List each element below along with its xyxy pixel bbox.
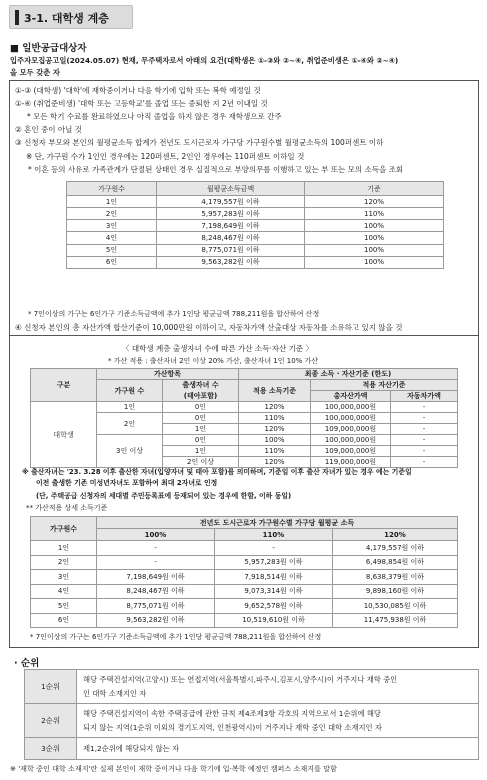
birth-cell: 100,000,000원 bbox=[311, 402, 391, 413]
rank-footnote: ※ '재학 중인 대학 소재지'란 실제 본인이 재학 중이거나 다음 학기에 입·복학 예정인 캠퍼스 소재지를 말함 bbox=[10, 764, 337, 773]
table-row bbox=[67, 220, 444, 232]
income-cell: 100% bbox=[305, 232, 444, 244]
birth-cell: 1인 bbox=[163, 446, 239, 457]
birth-cell: 0인 bbox=[163, 435, 239, 446]
income-cell: 8,248,467원 이하 bbox=[157, 232, 305, 244]
section-title: 3-1. 대학생 계층 bbox=[24, 12, 109, 25]
birth-cell: 110% bbox=[239, 446, 311, 457]
intro-line-2: 을 모두 갖춘 자 bbox=[10, 68, 60, 77]
income-cell: 100% bbox=[305, 220, 444, 232]
income-cell: 4인 bbox=[67, 232, 157, 244]
birth-members-cell: 1인 bbox=[97, 402, 163, 413]
req-2-note: * 모든 학기 수료를 완료하였으나 아직 졸업을 하지 않은 경우 재학생으로 간주 bbox=[27, 112, 282, 121]
section-header bbox=[9, 5, 133, 29]
income-cell: 4,179,557원 이하 bbox=[157, 196, 305, 208]
income-header-standard: 기준 bbox=[305, 182, 444, 196]
detail-cell: 7,198,649원 이하 bbox=[97, 570, 215, 585]
table-row bbox=[25, 670, 479, 704]
birth-header-members: 가구원 수 bbox=[97, 380, 163, 402]
req-3: ② 혼인 중이 아닐 것 bbox=[15, 125, 82, 134]
rank-desc-line: 해당 주택건설지역이 속한 주택공급에 관한 규칙 제4조제3항 각호의 지역으로서 1순위에 해당 bbox=[83, 708, 381, 718]
birth-note-1: ※ 출산자녀는 '23. 3.28 이후 출산한 자녀(입양자녀 및 태아 포함)를 의미하며, 기준일 이후 출산 자녀가 있는 경우 에는 기준일 bbox=[22, 468, 412, 476]
table-row bbox=[67, 256, 444, 268]
birth-header-asset: 적용 자산기준 bbox=[311, 380, 458, 391]
general-title: ■ 일반공급대상자 bbox=[10, 43, 87, 54]
birth-cell: - bbox=[391, 402, 458, 413]
rank-desc-line: 해당 주택건설지역(고양시) 또는 연접지역(서울특별시,파주시,김포시,양주시)이 거주지나 재학 중인 bbox=[83, 674, 398, 684]
birth-cell: 109,000,000원 bbox=[311, 424, 391, 435]
income-cell: 6인 bbox=[67, 256, 157, 268]
rank-label: 2순위 bbox=[25, 704, 77, 738]
detail-cell: 4,179,557원 이하 bbox=[333, 541, 458, 556]
birth-cell: 0인 bbox=[163, 402, 239, 413]
birth-cell: - bbox=[391, 435, 458, 446]
requirements-box-lower bbox=[9, 336, 479, 648]
req-4: ③ 신청자 부모와 본인의 월평균소득 합계가 전년도 도시근로자 가구당 가구원수별 월평균소득의 100퍼센트 이하 bbox=[15, 138, 384, 147]
detail-cell: 10,530,085원 이하 bbox=[333, 599, 458, 614]
birth-cell: 110% bbox=[239, 413, 311, 424]
detail-header-110: 110% bbox=[215, 529, 333, 541]
table-row bbox=[67, 232, 444, 244]
rank-desc bbox=[77, 704, 479, 738]
detail-cell: 9,073,314원 이하 bbox=[215, 584, 333, 599]
detail-cell: 7,918,514원 이하 bbox=[215, 570, 333, 585]
rank-desc bbox=[77, 670, 479, 704]
req-4-note-1: ※ 단, 가구원 수가 1인인 경우에는 120퍼센트, 2인인 경우에는 110퍼센트 이하일 것 bbox=[26, 152, 305, 161]
detail-header-members: 가구원수 bbox=[31, 517, 97, 541]
birth-header-add: 가산항목 bbox=[97, 369, 239, 380]
income-cell: 110% bbox=[305, 208, 444, 220]
detail-cell: 6인 bbox=[31, 613, 97, 628]
income-cell: 8,775,071원 이하 bbox=[157, 244, 305, 256]
birth-members-cell: 3인 이상 bbox=[97, 435, 163, 468]
birth-cell: 119,000,000원 bbox=[311, 457, 391, 468]
birth-note-3: (단, 주택공급 신청자의 세대별 주민등록표에 등재되어 있는 경우에 한함, 이하 동일) bbox=[36, 492, 292, 500]
birth-header-final: 최종 소득 · 자산기준 (한도) bbox=[239, 369, 458, 380]
income-cell: 100% bbox=[305, 256, 444, 268]
detail-table-note: * 7인이상의 가구는 6인가구 기준소득금액에 추가 1인당 평균금액 788,211원을 합산하여 산정 bbox=[30, 633, 322, 641]
income-table bbox=[66, 181, 444, 269]
income-cell: 7,198,649원 이하 bbox=[157, 220, 305, 232]
rank-desc-line: 되지 않는 지역(1순위 이외의 경기도지역, 인천광역시)이 거주지나 재학 중인 대학 소재지인 자 bbox=[83, 722, 382, 732]
intro-line-1: 입주자모집공고일(2024.05.07) 현재, 무주택자로서 아래의 요건(대학생은 ①-③와 ②~④, 취업준비생은 ①-④와 ②~④) bbox=[10, 56, 399, 65]
birth-cell: - bbox=[391, 446, 458, 457]
detail-cell: - bbox=[97, 541, 215, 556]
birth-cell: 120% bbox=[239, 424, 311, 435]
birth-header-children: 출생자녀 수 bbox=[163, 380, 239, 391]
income-cell: 120% bbox=[305, 196, 444, 208]
income-cell: 5,957,283원 이하 bbox=[157, 208, 305, 220]
req-1: ①-③ (대학생) '대학'에 재학중이거나 다음 학기에 입학 또는 복학 예정일 것 bbox=[15, 86, 261, 95]
rank-label: 3순위 bbox=[25, 738, 77, 760]
detail-cell: 9,652,578원 이하 bbox=[215, 599, 333, 614]
income-header-amount: 월평균소득금액 bbox=[157, 182, 305, 196]
birth-title: 〈 대학생 계층 출생자녀 수에 따른 가산 소득·자산 기준 〉 bbox=[122, 344, 313, 353]
birth-header-total: 총자산가액 bbox=[311, 391, 391, 402]
detail-cell: 3인 bbox=[31, 570, 97, 585]
income-cell: 1인 bbox=[67, 196, 157, 208]
detail-cell: 8,775,071원 이하 bbox=[97, 599, 215, 614]
birth-cell: 2인 이상 bbox=[163, 457, 239, 468]
birth-cell: 100% bbox=[239, 435, 311, 446]
birth-note-2: 이전 출생한 기존 미성년자녀도 포함하여 최대 2자녀로 인정 bbox=[36, 479, 218, 487]
detail-cell: 9,563,282원 이하 bbox=[97, 613, 215, 628]
table-row bbox=[25, 738, 479, 760]
req-4-note-2: * 이혼 등의 사유로 가족관계가 단절된 상태인 경우 실질적으로 부양의무를 이행하고 있는 부 또는 모의 소득을 조회 bbox=[28, 165, 404, 174]
detail-cell: 9,898,160원 이하 bbox=[333, 584, 458, 599]
birth-subtitle: * 가산 적용 : 출산자녀 2인 이상 20% 가산, 출산자녀 1인 10% 가산 bbox=[108, 357, 319, 365]
detail-header-top: 전년도 도시근로자 가구원수별 가구당 월평균 소득 bbox=[97, 517, 458, 529]
income-header-members: 가구원수 bbox=[67, 182, 157, 196]
birth-cell: 1인 bbox=[163, 424, 239, 435]
detail-header-100: 100% bbox=[97, 529, 215, 541]
birth-cell: - bbox=[391, 413, 458, 424]
rank-desc bbox=[77, 738, 479, 760]
table-row bbox=[67, 196, 444, 208]
detail-cell: 8,638,379원 이하 bbox=[333, 570, 458, 585]
income-cell: 5인 bbox=[67, 244, 157, 256]
birth-cell: 120% bbox=[239, 457, 311, 468]
rank-desc-line: 인 대학 소재지인 자 bbox=[83, 688, 147, 698]
birth-members-cell: 2인 bbox=[97, 413, 163, 435]
detail-cell: 4인 bbox=[31, 584, 97, 599]
rank-desc-line: 제1,2순위에 해당되지 않는 자 bbox=[83, 743, 180, 753]
birth-cell: - bbox=[391, 424, 458, 435]
detail-cell: 6,498,854원 이하 bbox=[333, 555, 458, 570]
birth-group-cell: 대학생 bbox=[31, 402, 97, 468]
birth-cell: 100,000,000원 bbox=[311, 435, 391, 446]
birth-cell: 120% bbox=[239, 402, 311, 413]
detail-cell: - bbox=[215, 541, 333, 556]
detail-cell: 11,475,938원 이하 bbox=[333, 613, 458, 628]
income-cell: 3인 bbox=[67, 220, 157, 232]
income-table-note: * 7인이상의 가구는 6인가구 기준소득금액에 추가 1인당 평균금액 788,211원을 합산하여 산정 bbox=[28, 310, 320, 318]
rank-table bbox=[24, 669, 479, 760]
birth-header-income: 적용 소득기준 bbox=[239, 380, 311, 402]
birth-cell: - bbox=[391, 457, 458, 468]
detail-cell: 5,957,283원 이하 bbox=[215, 555, 333, 570]
detail-cell: 8,248,467원 이하 bbox=[97, 584, 215, 599]
income-cell: 9,563,282원 이하 bbox=[157, 256, 305, 268]
table-row bbox=[67, 208, 444, 220]
birth-header-group: 구분 bbox=[31, 369, 97, 402]
req-5: ④ 신청자 본인의 총 자산가액 합산기준이 10,000만원 이하이고, 자동차가액 산출대상 자동차를 소유하고 있지 않을 것 bbox=[15, 323, 403, 332]
table-row bbox=[25, 704, 479, 738]
birth-cell: 0인 bbox=[163, 413, 239, 424]
table-row bbox=[67, 244, 444, 256]
detail-cell: 2인 bbox=[31, 555, 97, 570]
income-cell: 100% bbox=[305, 244, 444, 256]
birth-cell: 100,000,000원 bbox=[311, 413, 391, 424]
birth-cell: 109,000,000원 bbox=[311, 446, 391, 457]
income-cell: 2인 bbox=[67, 208, 157, 220]
detail-header-120: 120% bbox=[333, 529, 458, 541]
rank-label: 1순위 bbox=[25, 670, 77, 704]
birth-note-4: ** 가산적용 상세 소득기준 bbox=[26, 504, 108, 512]
rank-title: · 순위 bbox=[14, 658, 40, 669]
req-2: ①-④ (취업준비생) '대학 또는 고등학교'를 졸업 또는 중퇴한 지 2년 이내일 것 bbox=[15, 99, 268, 108]
birth-header-children-sub: (태아포함) bbox=[163, 391, 239, 402]
detail-cell: 5인 bbox=[31, 599, 97, 614]
detail-cell: 10,519,610원 이하 bbox=[215, 613, 333, 628]
detail-cell: - bbox=[97, 555, 215, 570]
detail-cell: 1인 bbox=[31, 541, 97, 556]
section-header-bar bbox=[15, 10, 19, 25]
birth-header-car: 자동차가액 bbox=[391, 391, 458, 402]
